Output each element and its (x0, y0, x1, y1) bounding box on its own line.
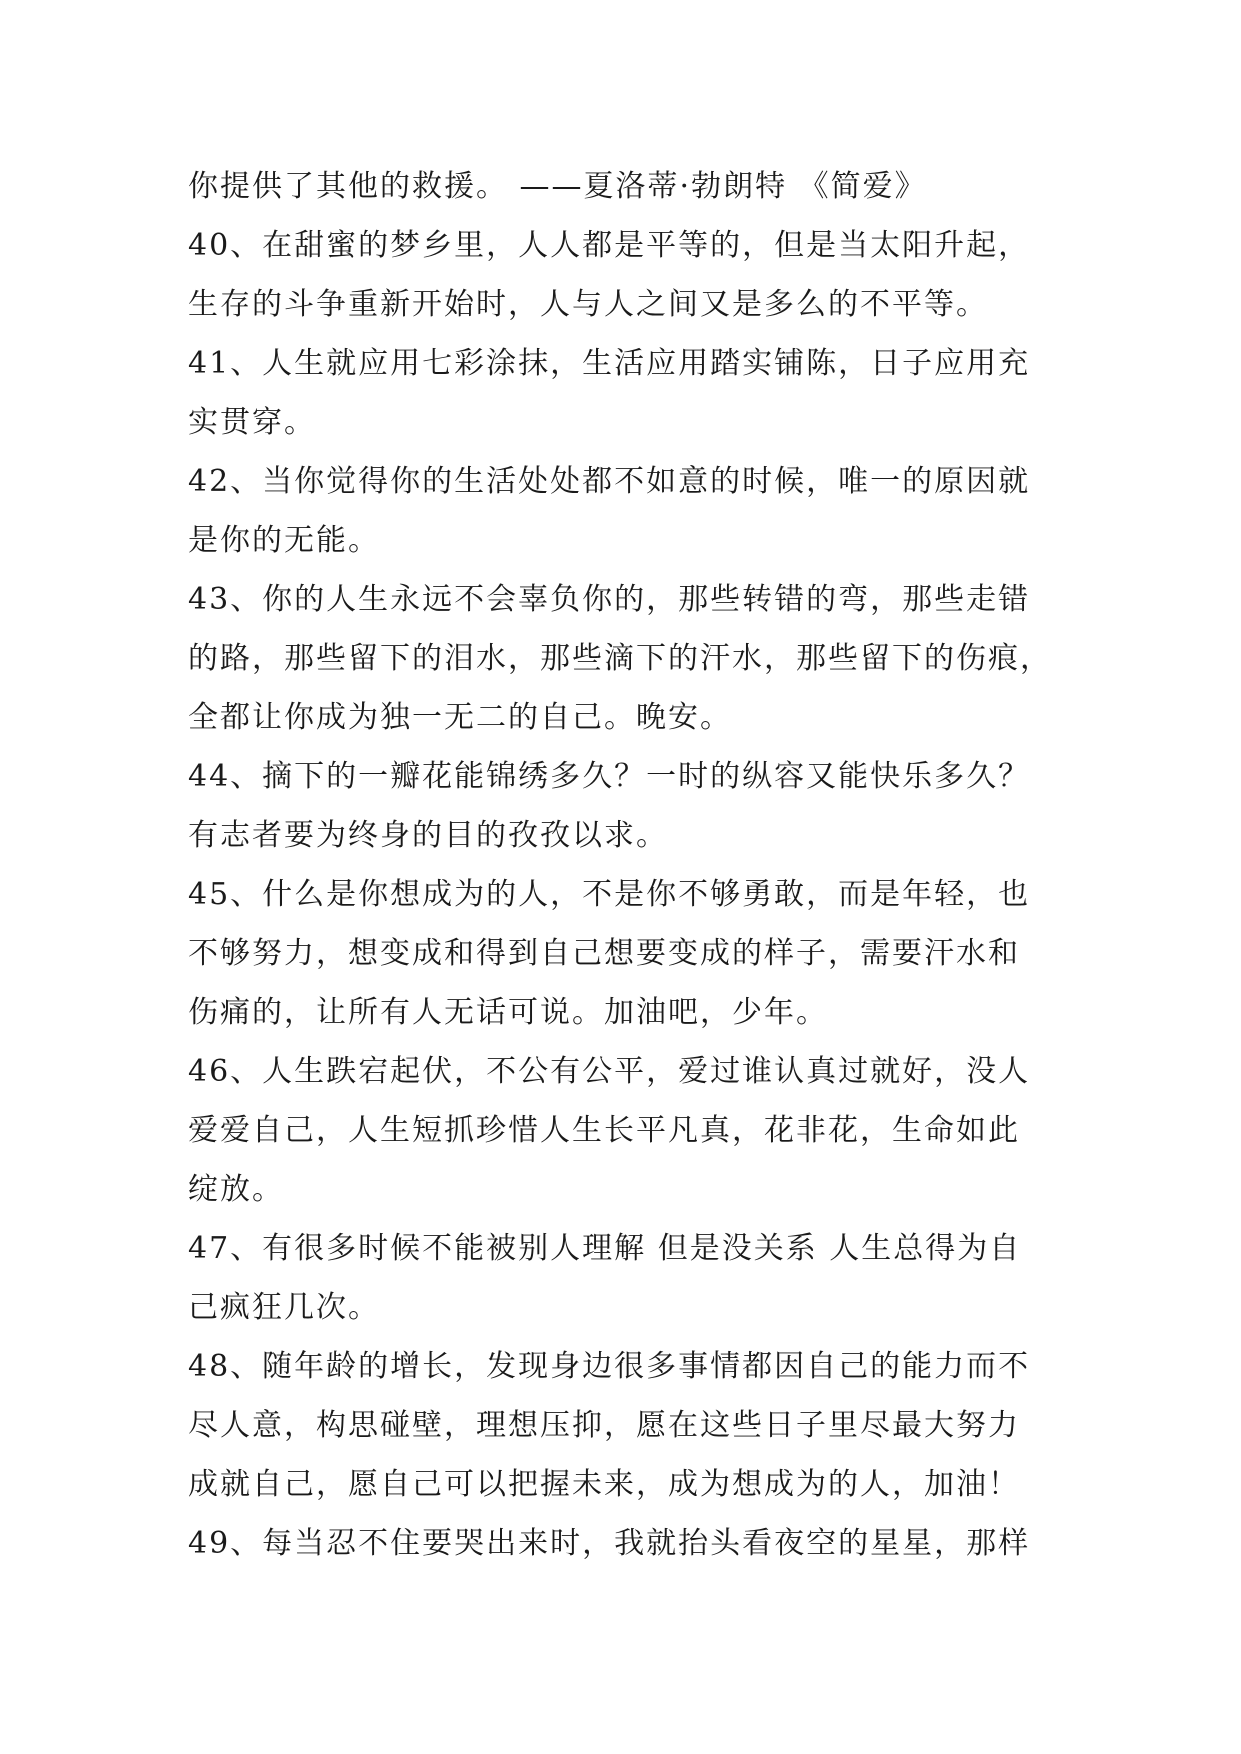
text-line: 49、每当忍不住要哭出来时，我就抬头看夜空的星星，那样 (188, 1526, 1031, 1561)
text-line: 全都让你成为独一无二的自己。晚安。 (188, 700, 732, 735)
text-line: 45、什么是你想成为的人，不是你不够勇敢，而是年轻，也 (188, 877, 1031, 912)
text-line: 41、人生就应用七彩涂抹，生活应用踏实铺陈，日子应用充 (188, 346, 1031, 381)
text-line: 43、你的人生永远不会辜负你的，那些转错的弯，那些走错 (188, 582, 1031, 617)
body-text (188, 157, 1088, 1573)
text-line: 实贯穿。 (188, 405, 316, 440)
text-line: 绽放。 (188, 1172, 284, 1207)
text-line: 47、有很多时候不能被别人理解 但是没关系 人生总得为自 (188, 1231, 1022, 1266)
text-line: 爱爱自己，人生短抓珍惜人生长平凡真，花非花，生命如此 (188, 1113, 1020, 1148)
text-line: 48、随年龄的增长，发现身边很多事情都因自己的能力而不 (188, 1349, 1031, 1384)
text-line: 46、人生跌宕起伏，不公有公平，爱过谁认真过就好，没人 (188, 1054, 1031, 1089)
text-line: 42、当你觉得你的生活处处都不如意的时候，唯一的原因就 (188, 464, 1031, 499)
text-line: 是你的无能。 (188, 523, 380, 558)
text-line: 尽人意，构思碰壁，理想压抑，愿在这些日子里尽最大努力 (188, 1408, 1020, 1443)
text-line: 伤痛的，让所有人无话可说。加油吧，少年。 (188, 995, 828, 1030)
text-line: 不够努力，想变成和得到自己想要变成的样子，需要汗水和 (188, 936, 1020, 971)
text-line: 有志者要为终身的目的孜孜以求。 (188, 818, 668, 853)
text-line: 己疯狂几次。 (188, 1290, 380, 1325)
text-line: 成就自己，愿自己可以把握未来，成为想成为的人，加油！ (188, 1467, 1020, 1502)
text-line: 你提供了其他的救援。 ——夏洛蒂·勃朗特 《简爱》 (188, 169, 927, 204)
text-line: 44、摘下的一瓣花能锦绣多久？一时的纵容又能快乐多久？ (188, 759, 1031, 794)
text-line: 的路，那些留下的泪水，那些滴下的汗水，那些留下的伤痕， (188, 641, 1052, 676)
text-line: 生存的斗争重新开始时，人与人之间又是多么的不平等。 (188, 287, 988, 322)
text-line: 40、在甜蜜的梦乡里，人人都是平等的，但是当太阳升起， (188, 228, 1031, 263)
